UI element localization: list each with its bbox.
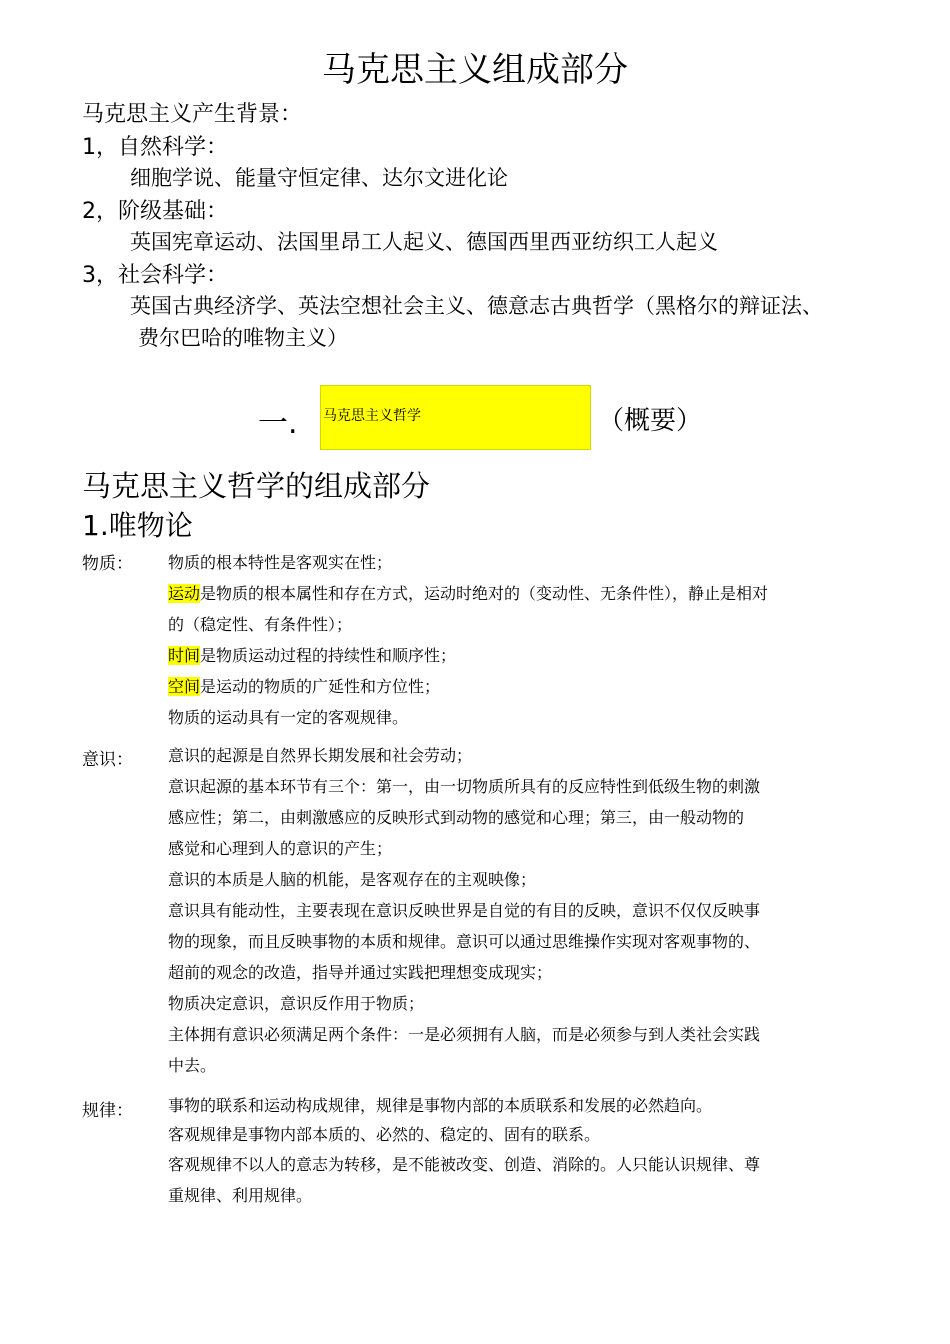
section-suffix: （概要） xyxy=(598,406,703,436)
law-label: 规律： xyxy=(82,1101,133,1121)
consciousness-line: 感觉和心理到人的意识的产生； xyxy=(168,839,393,858)
highlighted-term: 运动 xyxy=(168,584,201,603)
consciousness-line: 物的现象，而且反映事物的本质和规律。意识可以通过思维操作实现对客观事物的、 xyxy=(168,932,761,951)
matter-label: 物质： xyxy=(82,554,133,574)
consciousness-line: 感应性；第二，由刺激感应的反映形式到动物的感觉和心理；第三，由一般动物的 xyxy=(168,808,745,827)
law-block xyxy=(168,1091,760,1211)
item-number: 1， xyxy=(82,135,118,160)
page-title: 马克思主义组成部分 xyxy=(322,50,628,90)
consciousness-line: 主体拥有意识必须满足两个条件：一是必须拥有人脑，而是必须参与到人类社会实践 xyxy=(168,1025,761,1044)
item-number: 2， xyxy=(82,199,118,224)
consciousness-label: 意识： xyxy=(82,750,133,770)
highlighted-term: 空间 xyxy=(168,677,201,696)
matter-line: 物质的运动具有一定的客观规律。 xyxy=(168,708,409,727)
matter-line: 物质的根本特性是客观实在性； xyxy=(168,553,393,572)
item-title: 阶级基础： xyxy=(118,199,229,224)
law-line: 客观规律是事物内部本质的、必然的、稳定的、固有的联系。 xyxy=(168,1125,601,1144)
matter-line: 运动是物质的根本属性和存在方式，运动时绝对的（变动性、无条件性），静止是相对 xyxy=(168,584,769,603)
background-item-3-text-1: 英国古典经济学、英法空想社会主义、德意志古典哲学（黑格尔的辩证法、 xyxy=(130,294,823,318)
philosophy-heading: 马克思主义哲学的组成部分 xyxy=(82,469,431,503)
consciousness-line: 意识起源的基本环节有三个：第一，由一切物质所具有的反应特性到低级生物的刺激 xyxy=(168,777,761,796)
consciousness-line: 中去。 xyxy=(168,1056,217,1075)
background-item-3-head xyxy=(82,258,228,289)
background-heading: 马克思主义产生背景： xyxy=(82,102,303,127)
background-item-2-head xyxy=(82,194,228,225)
consciousness-line: 超前的观念的改造，指导并通过实践把理想变成现实； xyxy=(168,963,553,982)
materialism-heading: 1.唯物论 xyxy=(82,509,193,542)
matter-line: 空间是运动的物质的广延性和方位性； xyxy=(168,677,441,696)
consciousness-line: 意识的本质是人脑的机能，是客观存在的主观映像； xyxy=(168,870,537,889)
section-number: 一. xyxy=(258,406,298,441)
consciousness-line: 意识的起源是自然界长期发展和社会劳动； xyxy=(168,746,473,765)
background-item-1-head xyxy=(82,130,228,161)
consciousness-line: 意识具有能动性，主要表现在意识反映世界是自觉的有目的反映，意识不仅仅反映事 xyxy=(168,901,761,920)
item-number: 3， xyxy=(82,263,118,288)
section-name: 马克思主义哲学 xyxy=(323,408,421,424)
item-title: 自然科学： xyxy=(118,135,229,160)
law-line: 客观规律不以人的意志为转移，是不能被改变、创造、消除的。人只能认识规律、尊 xyxy=(168,1155,761,1174)
background-item-3-text-2: 费尔巴哈的唯物主义） xyxy=(138,326,348,350)
background-item-2-text: 英国宪章运动、法国里昂工人起义、德国西里西亚纺织工人起义 xyxy=(130,230,718,254)
matter-block xyxy=(168,547,768,733)
law-line: 重规律、利用规律。 xyxy=(168,1186,313,1205)
item-title: 社会科学： xyxy=(118,263,229,288)
consciousness-block xyxy=(168,740,760,1081)
background-item-1-text: 细胞学说、能量守恒定律、达尔文进化论 xyxy=(130,166,508,190)
law-line: 事物的联系和运动构成规律，规律是事物内部的本质联系和发展的必然趋向。 xyxy=(168,1096,713,1115)
consciousness-line: 物质决定意识，意识反作用于物质； xyxy=(168,994,425,1013)
matter-line: 的（稳定性、有条件性）； xyxy=(168,615,353,634)
section-highlight-box xyxy=(320,385,591,450)
highlighted-term: 时间 xyxy=(168,646,201,665)
matter-line: 时间是物质运动过程的持续性和顺序性； xyxy=(168,646,457,665)
